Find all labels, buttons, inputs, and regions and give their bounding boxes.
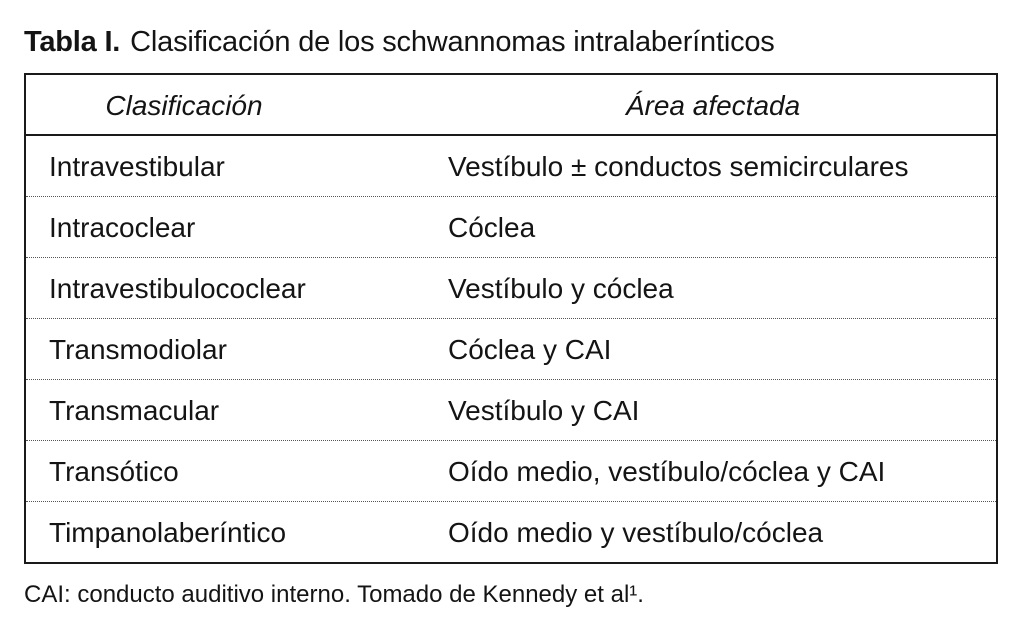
classification-cell: Intravestibulococlear <box>49 273 306 304</box>
table-row <box>26 441 996 502</box>
classification-cell: Transmacular <box>49 395 220 426</box>
table-row <box>26 136 996 197</box>
table-row <box>26 380 996 441</box>
table-title: Clasificación de los schwannomas intralaberínticos <box>130 26 775 58</box>
table-body <box>26 136 996 563</box>
affected-area-cell: Vestíbulo y CAI <box>448 395 640 426</box>
table-label: Tabla I. <box>24 26 121 58</box>
table-row <box>26 197 996 258</box>
classification-cell: Transmodiolar <box>49 334 227 365</box>
affected-area-cell: Cóclea y CAI <box>448 334 612 365</box>
table-header-row <box>26 75 996 136</box>
header-classification: Clasificación <box>105 90 263 121</box>
classification-table <box>24 73 998 564</box>
affected-area-cell: Oído medio y vestíbulo/cóclea <box>448 517 824 548</box>
classification-cell: Intravestibular <box>49 151 225 182</box>
table-footnote: CAI: conducto auditivo interno. Tomado de Kennedy et al¹. <box>24 581 644 608</box>
header-affected-area: Área afectada <box>625 90 801 121</box>
table-caption <box>24 22 775 62</box>
affected-area-cell: Vestíbulo ± conductos semicirculares <box>448 151 909 182</box>
classification-cell: Transótico <box>49 456 179 487</box>
table-row <box>26 319 996 380</box>
affected-area-cell: Cóclea <box>448 212 536 243</box>
affected-area-cell: Vestíbulo y cóclea <box>448 273 674 304</box>
table-row <box>26 502 996 563</box>
affected-area-cell: Oído medio, vestíbulo/cóclea y CAI <box>448 456 886 487</box>
table-row <box>26 258 996 319</box>
classification-cell: Intracoclear <box>49 212 196 243</box>
classification-cell: Timpanolaberíntico <box>49 517 287 548</box>
